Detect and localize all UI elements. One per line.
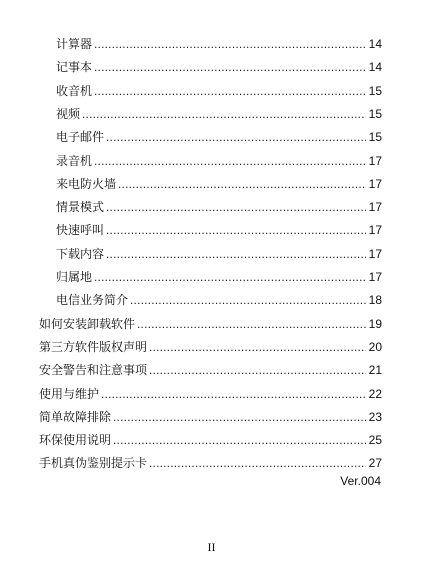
toc-leader-dots (106, 223, 366, 237)
toc-entry-title: 快速呼叫 (56, 223, 105, 237)
toc-entry-page: 17 (368, 177, 382, 191)
toc-leader-dots (113, 433, 366, 447)
toc-entry-page: 17 (368, 223, 382, 237)
toc-leader-dots (130, 293, 366, 307)
toc-entry[interactable] (39, 429, 382, 447)
toc-entry-page: 17 (368, 270, 382, 284)
toc-entry[interactable] (56, 196, 382, 214)
toc-entry-title: 来电防火墙 (56, 177, 117, 191)
toc-entry[interactable] (39, 359, 382, 377)
toc-leader-dots (137, 317, 366, 331)
toc-entry-page: 20 (368, 340, 382, 354)
toc-leader-dots (101, 387, 366, 401)
toc-entry[interactable] (39, 452, 382, 470)
toc-entry-title: 电信业务简介 (56, 293, 129, 307)
toc-entry-page: 14 (368, 37, 382, 51)
toc-leader-dots (106, 200, 366, 214)
toc-leader-dots (94, 84, 366, 98)
toc-leader-dots (118, 177, 366, 191)
toc-entry[interactable] (56, 80, 382, 98)
toc-entry[interactable] (39, 383, 382, 401)
toc-entry[interactable] (56, 173, 382, 191)
toc-entry-title: 视频 (56, 107, 81, 121)
toc-entry[interactable] (56, 103, 382, 121)
toc-entry-title: 情景模式 (56, 200, 105, 214)
toc-entry-page: 14 (368, 60, 382, 74)
toc-entry-page: 15 (368, 107, 382, 121)
toc-leader-dots (113, 410, 366, 424)
toc-leader-dots (94, 154, 366, 168)
toc-entry[interactable] (56, 33, 382, 51)
toc-entry-title: 计算器 (56, 37, 93, 51)
toc-entry-page: 22 (368, 387, 382, 401)
toc-entry-title: 记事本 (56, 60, 93, 74)
toc-entry-page: 15 (368, 130, 382, 144)
toc-entry-title: 环保使用说明 (39, 433, 112, 447)
toc-entry[interactable] (56, 219, 382, 237)
toc-entry[interactable] (56, 126, 382, 144)
toc-entry-title: 第三方软件版权声明 (39, 340, 148, 354)
toc-entry-page: 23 (368, 410, 382, 424)
toc-leader-dots (149, 363, 366, 377)
toc-entry-page: 21 (368, 363, 382, 377)
toc-entry-title: 录音机 (56, 154, 93, 168)
toc-leader-dots (82, 107, 366, 121)
toc-leader-dots (94, 60, 366, 74)
toc-entry-page: 17 (368, 200, 382, 214)
toc-entry[interactable] (56, 150, 382, 168)
toc-entry-title: 收音机 (56, 84, 93, 98)
toc-entry[interactable] (39, 313, 382, 331)
toc-entry-page: 25 (368, 433, 382, 447)
toc-entry[interactable] (56, 266, 382, 284)
version-label: Ver.004 (340, 474, 381, 488)
toc-leader-dots (106, 130, 366, 144)
toc-entry[interactable] (56, 243, 382, 261)
toc-leader-dots (149, 340, 366, 354)
toc-entry-page: 27 (368, 456, 382, 470)
toc-entry-page: 18 (368, 293, 382, 307)
toc-entry-page: 17 (368, 247, 382, 261)
toc-entry-title: 如何安装卸载软件 (39, 317, 136, 331)
toc-entry[interactable] (39, 336, 382, 354)
toc-entry-title: 使用与维护 (39, 387, 100, 401)
toc-entry-title: 电子邮件 (56, 130, 105, 144)
toc-entry-title: 手机真伪鉴别提示卡 (39, 456, 148, 470)
toc-entry-page: 17 (368, 154, 382, 168)
toc-entry[interactable] (39, 406, 382, 424)
toc-entry-page: 19 (368, 317, 382, 331)
toc-entry-title: 安全警告和注意事项 (39, 363, 148, 377)
toc-entry[interactable] (56, 56, 382, 74)
toc-leader-dots (94, 37, 366, 51)
toc-leader-dots (94, 270, 366, 284)
toc-entry-title: 下载内容 (56, 247, 105, 261)
toc-entry-page: 15 (368, 84, 382, 98)
toc-leader-dots (149, 456, 366, 470)
toc-entry-title: 归属地 (56, 270, 93, 284)
toc-entry-title: 简单故障排除 (39, 410, 112, 424)
page-number: II (207, 540, 216, 554)
toc-entry[interactable] (56, 289, 382, 307)
toc-leader-dots (106, 247, 366, 261)
